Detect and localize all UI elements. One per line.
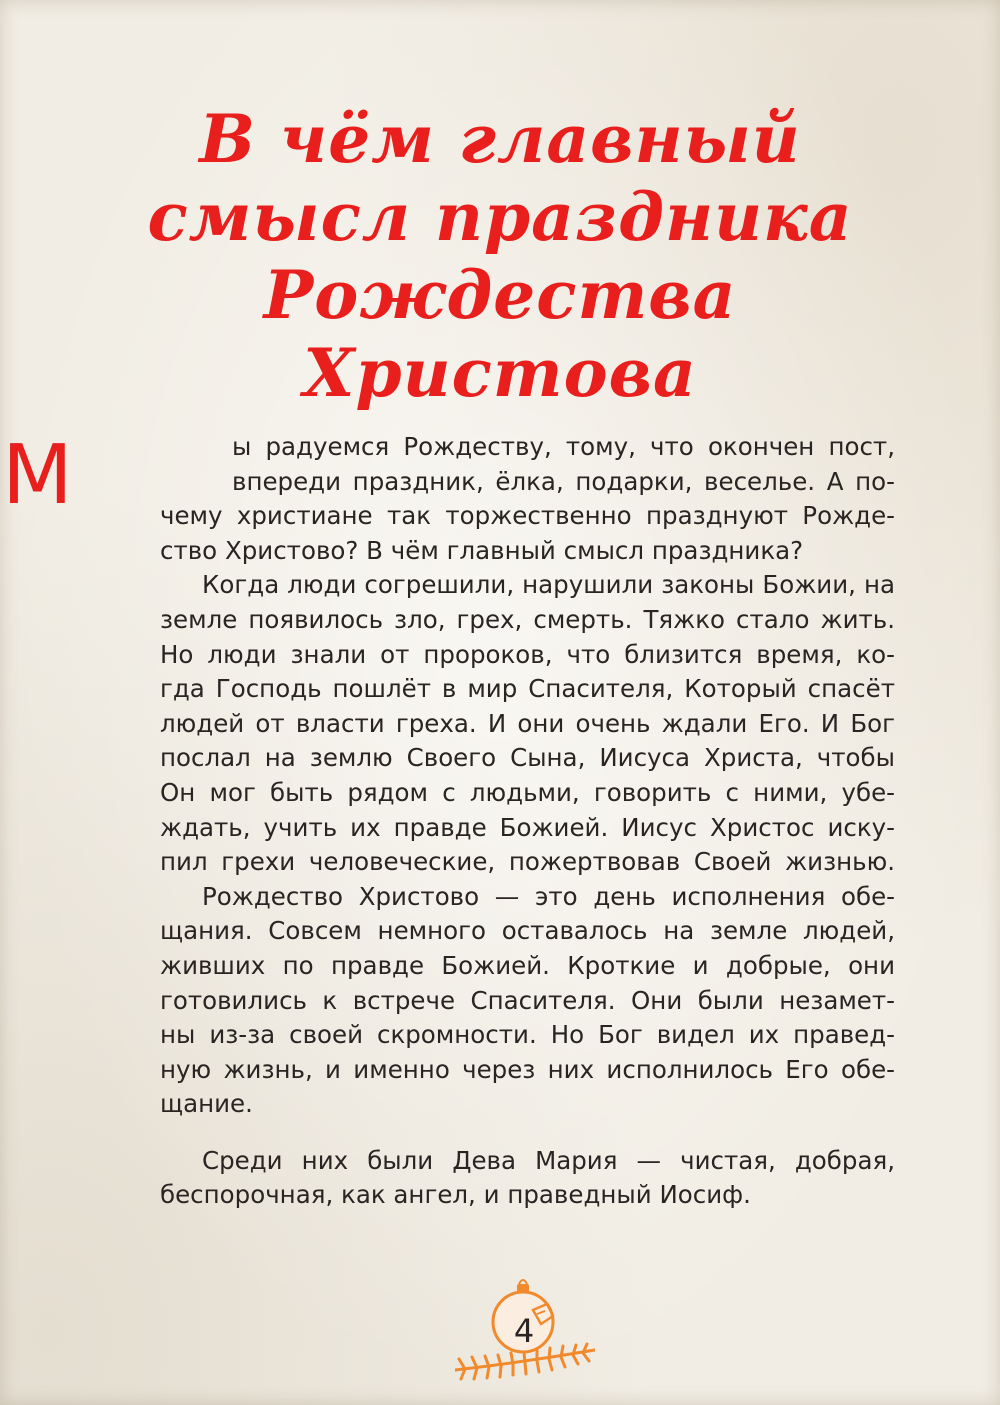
body-line-12: ждать, учить их правде Божией. Иисус Христос иску- (160, 812, 895, 842)
page-title (0, 100, 1000, 412)
body-line-14: Рождество Христово — это день исполнения обе- (202, 881, 895, 911)
body-line-5: Когда люди согрешили, нарушили законы Божии, на (202, 570, 895, 600)
body-line-4: ство Христово? В чём главный смысл праздника? (160, 535, 804, 565)
body-line-1: ы радуемся Рождеству, тому, что окончен пост, (232, 432, 895, 461)
body-line-3: чему христиане так торжественно празднуют Рожде- (160, 501, 895, 531)
title-line-3: Рождества (263, 256, 737, 334)
body-line-15: щания. Совсем немного оставалось на земле людей, (160, 916, 895, 946)
body-line-20: щание. (160, 1089, 253, 1119)
body-line-21: Среди них были Дева Мария — чистая, добрая, (202, 1145, 895, 1175)
body-line-18: ны из-за своей скромности. Но Бог видел их правед- (160, 1020, 895, 1050)
title-line-4: Христова (303, 334, 697, 412)
drop-cap: М (2, 428, 73, 523)
body-line-9: людей от власти греха. И они очень ждали Его. И Бог (160, 708, 895, 738)
body-line-19: ную жизнь, и именно через них исполнилось Его обе- (160, 1054, 895, 1084)
body-line-7: Но люди знали от пророков, что близится время, ко- (160, 639, 895, 669)
title-line-2: смысл праздника (147, 178, 853, 256)
body-line-6: земле появилось зло, грех, смерть. Тяжко стало жить. (160, 604, 895, 634)
page-number: 4 (513, 1312, 535, 1350)
body-line-8: гда Господь пошлёт в мир Спасителя, Который спасёт (160, 674, 895, 704)
title-line-1: В чём главный (199, 100, 801, 178)
paragraph-gap (160, 1122, 895, 1144)
body-line-22: беспорочная, как ангел, и праведный Иосиф. (160, 1180, 751, 1210)
body-line-17: готовились к встрече Спасителя. Они были незамет- (160, 985, 895, 1015)
body-line-13: пил грехи человеческие, пожертвовав Своей жизнью. (160, 847, 895, 877)
body-line-16: живших по правде Божией. Кроткие и добрые, они (160, 950, 895, 980)
body-line-2: впереди праздник, ёлка, подарки, веселье. А по- (232, 466, 895, 496)
article-body (160, 430, 895, 1213)
body-line-11: Он мог быть рядом с людьми, говорить с ними, убе- (160, 777, 895, 807)
body-line-10: послал на землю Своего Сына, Иисуса Христа, чтобы (160, 743, 895, 773)
